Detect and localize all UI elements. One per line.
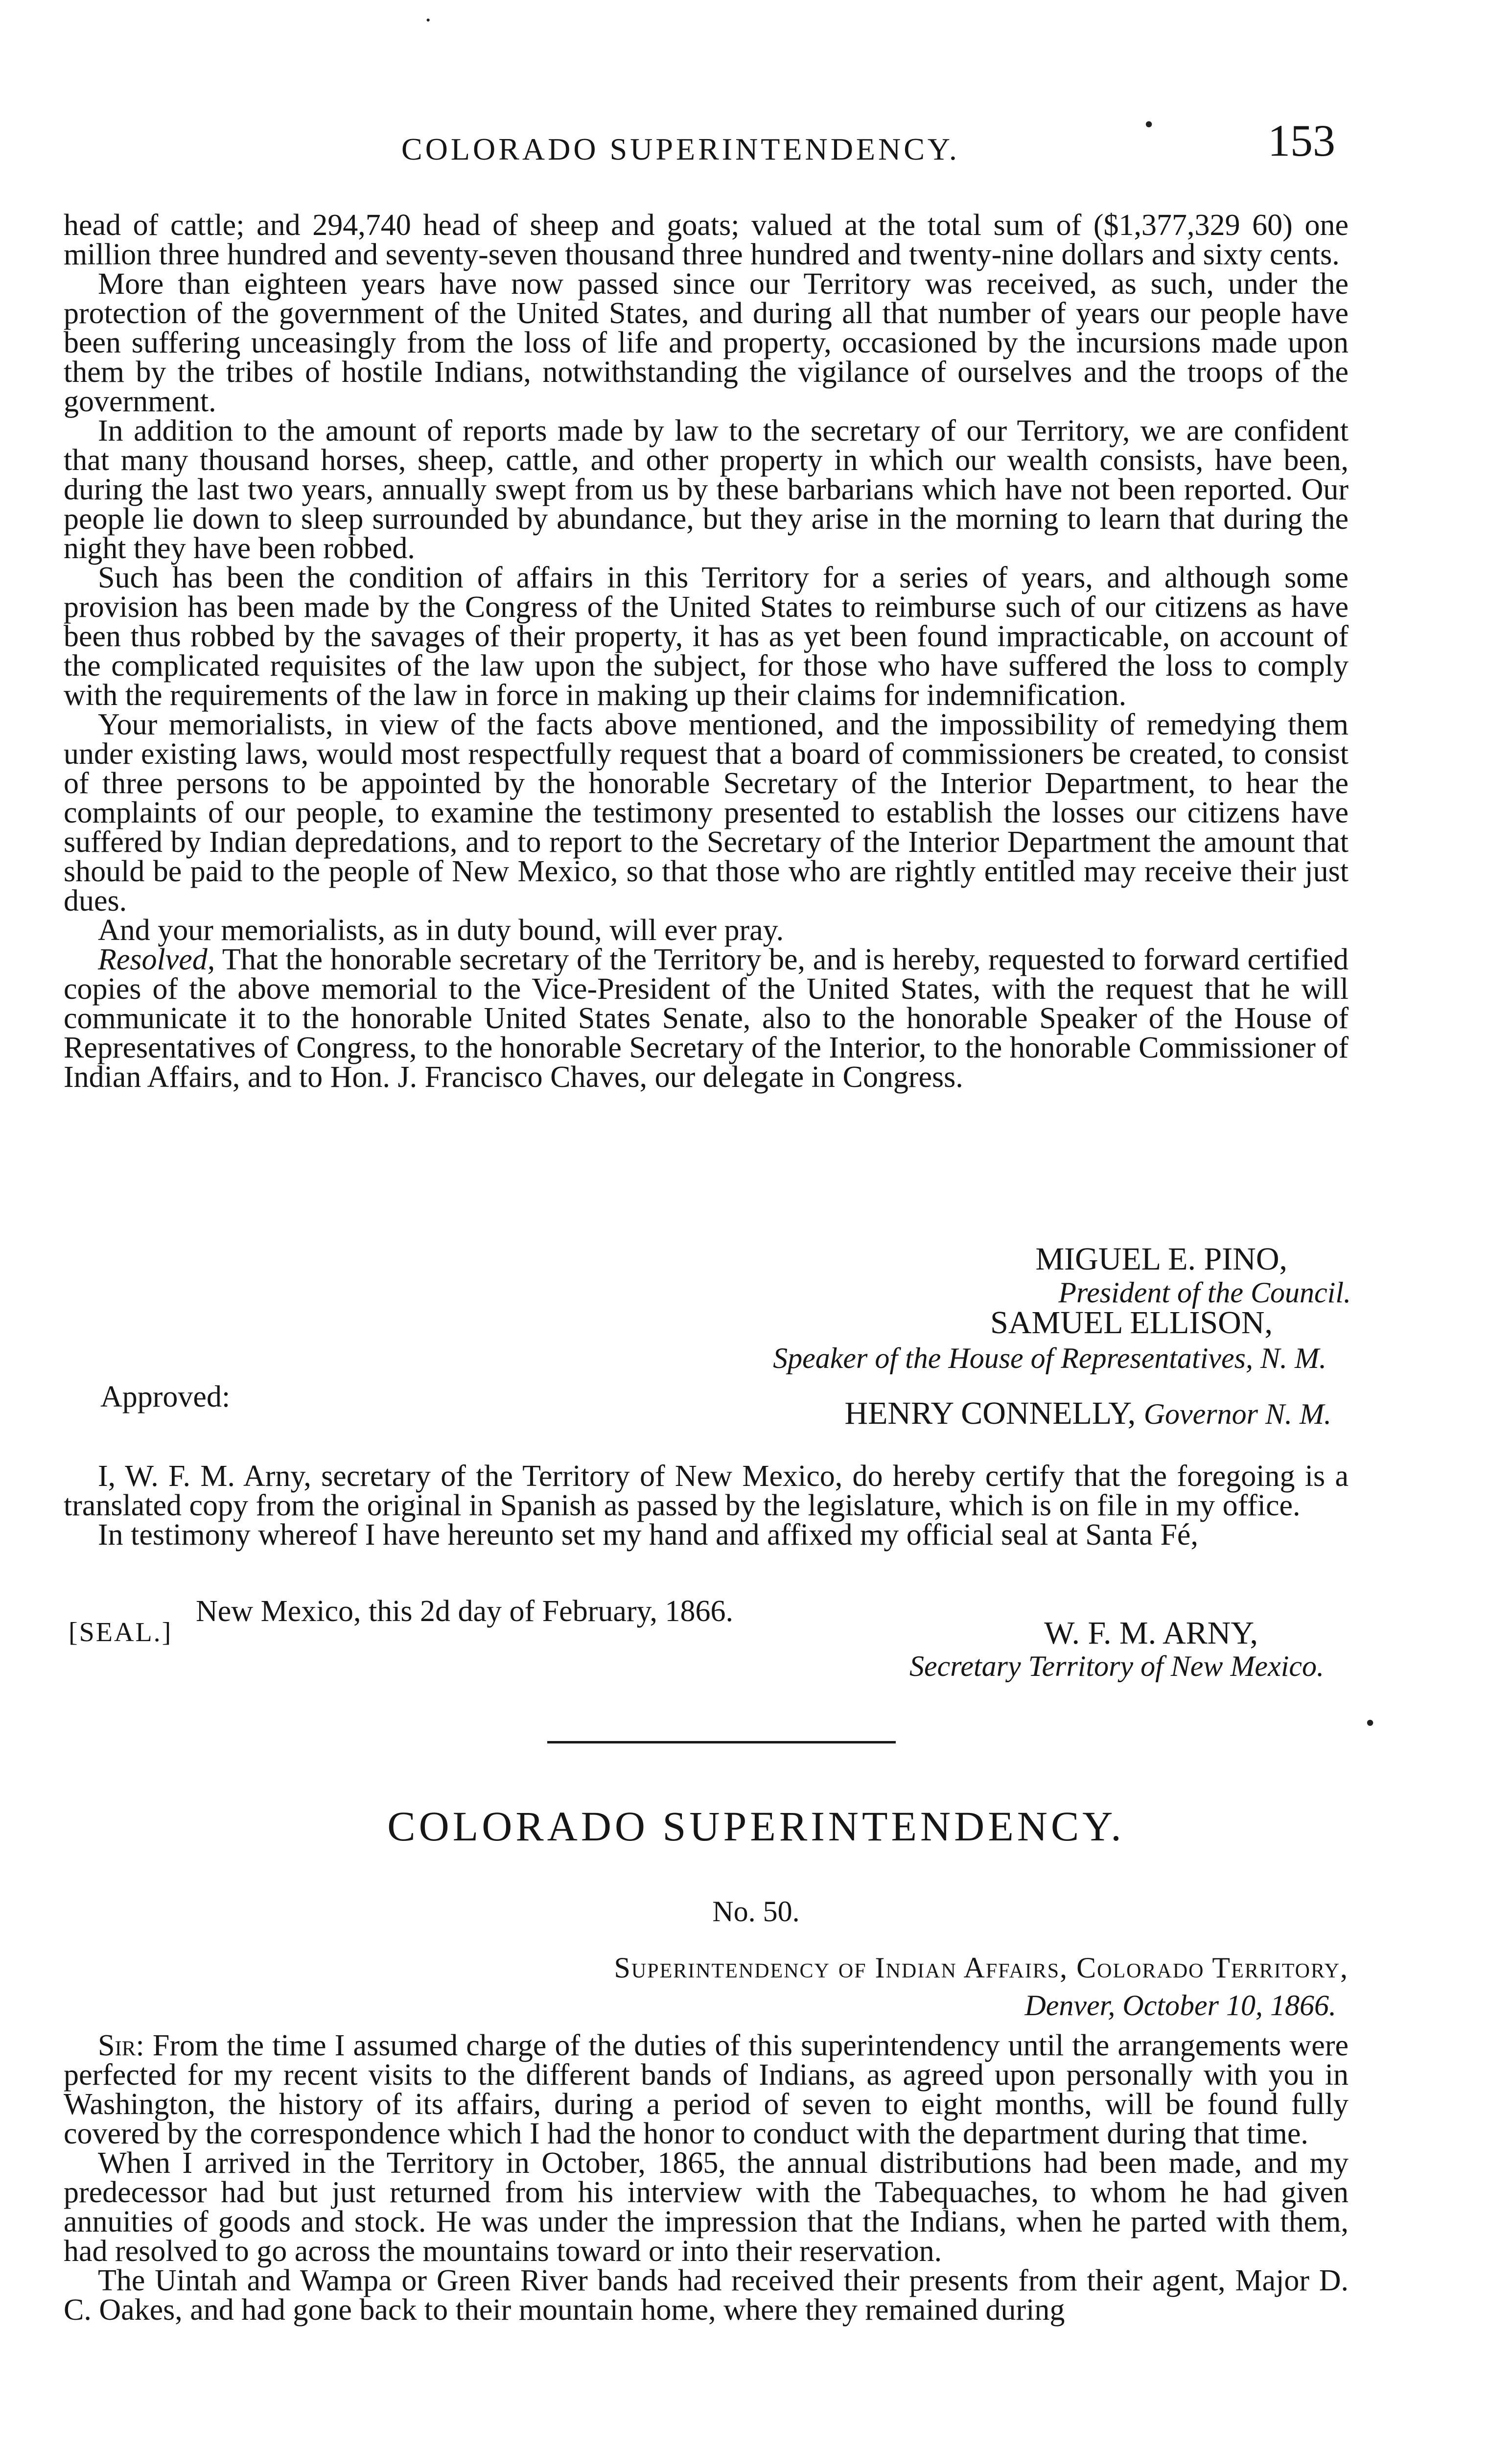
paragraph: In addition to the amount of reports made by law to the secretary of our Territory, we are confident that many thousand horses, sheep, cattle, and other property in which our wealth consists, have been, during the last two years, annually swept from us by these barbarians which have not been reported. Our people lie down to sleep surrounded by abundance, but they arise in the morning to learn that during the night they have been robbed. xyxy=(64,414,1349,565)
paragraph: head of cattle; and 294,740 head of sheep and goats; valued at the total sum of ($1,377,329 60) one million three hundred and seventy-seven thousand three hundred and twenty-nine dollars and sixty cents. xyxy=(64,209,1349,271)
signer-name: SAMUEL ELLISON, xyxy=(990,1305,1273,1341)
office-heading: Superintendency of Indian Affairs, Colorado Territory, xyxy=(614,1952,1349,1984)
print-speck: • xyxy=(1144,111,1154,139)
paragraph: I, W. F. M. Arny, secretary of the Territory of New Mexico, do hereby certify that the foregoing is a translated copy from the original in Spanish as passed by the legislature, which is on file in my office. xyxy=(64,1459,1349,1522)
letter-body xyxy=(64,2031,1349,2325)
document-number: No. 50. xyxy=(712,1895,800,1928)
signature-block-1 xyxy=(64,1241,1351,1309)
certificate-signer-title: Secretary Territory of New Mexico. xyxy=(909,1650,1324,1682)
resolution-paragraph xyxy=(64,945,1349,1092)
signer-title: Governor N. M. xyxy=(1143,1398,1331,1430)
resolved-word: Resolved, xyxy=(98,943,215,976)
print-speck: · xyxy=(424,6,433,34)
signer-name: HENRY CONNELLY, xyxy=(844,1395,1136,1431)
signature-block-3 xyxy=(64,1397,1331,1431)
certificate xyxy=(64,1461,1349,1550)
signer-name: MIGUEL E. PINO, xyxy=(1035,1241,1287,1277)
memorial-body xyxy=(64,211,1349,1092)
paragraph: Your memorialists, in view of the facts above mentioned, and the impossibility of remedying them under existing laws, would most respectfully request that a board of commissioners be created, to consist of three persons to be appointed by the honorable Secretary of the Interior Department, to hear the complaints of our people, to examine the testimony presented to establish the losses our citizens have suffered by Indian depredations, and to report to the Secretary of the Interior Department the amount that should be paid to the people of New Mexico, so that those who are rightly entitled may receive their just dues. xyxy=(64,708,1349,918)
signature-block-2-title xyxy=(64,1342,1326,1375)
resolution-text: That the honorable secretary of the Territory be, and is hereby, requested to forward certified copies of the above memorial to the Vice-President of the United States, with the request that he will communicate it to the honorable United States Senate, also to the honorable Speaker of the House of Representatives of Congress, to the honorable Secretary of the Interior, to the honorable Commissioner of Indian Affairs, and to Hon. J. Francisco Chaves, our delegate in Congress. xyxy=(64,943,1349,1094)
dateline: Denver, October 10, 1866. xyxy=(1024,1989,1336,2022)
page-number: 153 xyxy=(1268,116,1335,165)
approved-label: Approved: xyxy=(100,1380,231,1413)
signer-title: Speaker of the House of Representatives, N. M. xyxy=(773,1342,1326,1374)
paragraph: Such has been the condition of affairs in this Territory for a series of years, and although some provision has been made by the Congress of the United States to reimburse such of our citizens as have been thus robbed by the savages of their property, it has as yet been found impracticable, on account of the complicated requisites of the law upon the subject, for those who have suffered the loss to comply with the requirements of the law in force in making up their claims for indemnification. xyxy=(64,561,1349,712)
signature-block-2 xyxy=(64,1306,1273,1340)
print-speck: • xyxy=(1366,1709,1375,1737)
paragraph: When I arrived in the Territory in October, 1865, the annual distributions had been made, and my predecessor had but just returned from his interview with the Tabequaches, to whom he had given annuities of goods and stock. He was under the impression that the Indians, when he parted with them, had resolved to go across the mountains toward or into their reservation. xyxy=(64,2146,1349,2268)
paragraph: More than eighteen years have now passed since our Territory was received, as such, under the protection of the government of the United States, and during all that number of years our people have been suffering unceasingly from the loss of life and property, occasioned by the incursions made upon them by the tribes of hostile Indians, notwithstanding the vigilance of ourselves and the troops of the government. xyxy=(64,267,1349,418)
paragraph: In testimony whereof I have hereunto set my hand and affixed my official seal at Santa Fé, xyxy=(98,1518,1198,1552)
signer-title: President of the Council. xyxy=(1058,1276,1351,1309)
letter-opening xyxy=(64,2031,1349,2148)
paragraph: And your memorialists, as in duty bound, will ever pray. xyxy=(98,914,784,947)
section-title: COLORADO SUPERINTENDENCY. xyxy=(387,1803,1125,1850)
seal-mark: [SEAL.] xyxy=(69,1617,173,1648)
salutation: Sir: xyxy=(98,2029,144,2062)
paragraph: From the time I assumed charge of the duties of this superintendency until the arrangements were perfected for my recent visits to the different bands of Indians, as agreed upon personally with you in Washington, the history of its affairs, during a period of seven to eight months, will be found fully covered by the correspondence which I had the honor to conduct with the department during that time. xyxy=(64,2029,1349,2150)
certificate-signer-name: W. F. M. ARNY, xyxy=(1044,1615,1258,1651)
certificate-date-line: New Mexico, this 2d day of February, 1866. xyxy=(196,1595,733,1628)
running-header xyxy=(0,108,1512,166)
paragraph: The Uintah and Wampa or Green River bands had received their presents from their agent, Major D. C. Oakes, and had gone back to their mountain home, where they remained during xyxy=(64,2264,1349,2327)
running-title: COLORADO SUPERINTENDENCY. xyxy=(401,132,960,166)
section-divider xyxy=(547,1741,896,1743)
